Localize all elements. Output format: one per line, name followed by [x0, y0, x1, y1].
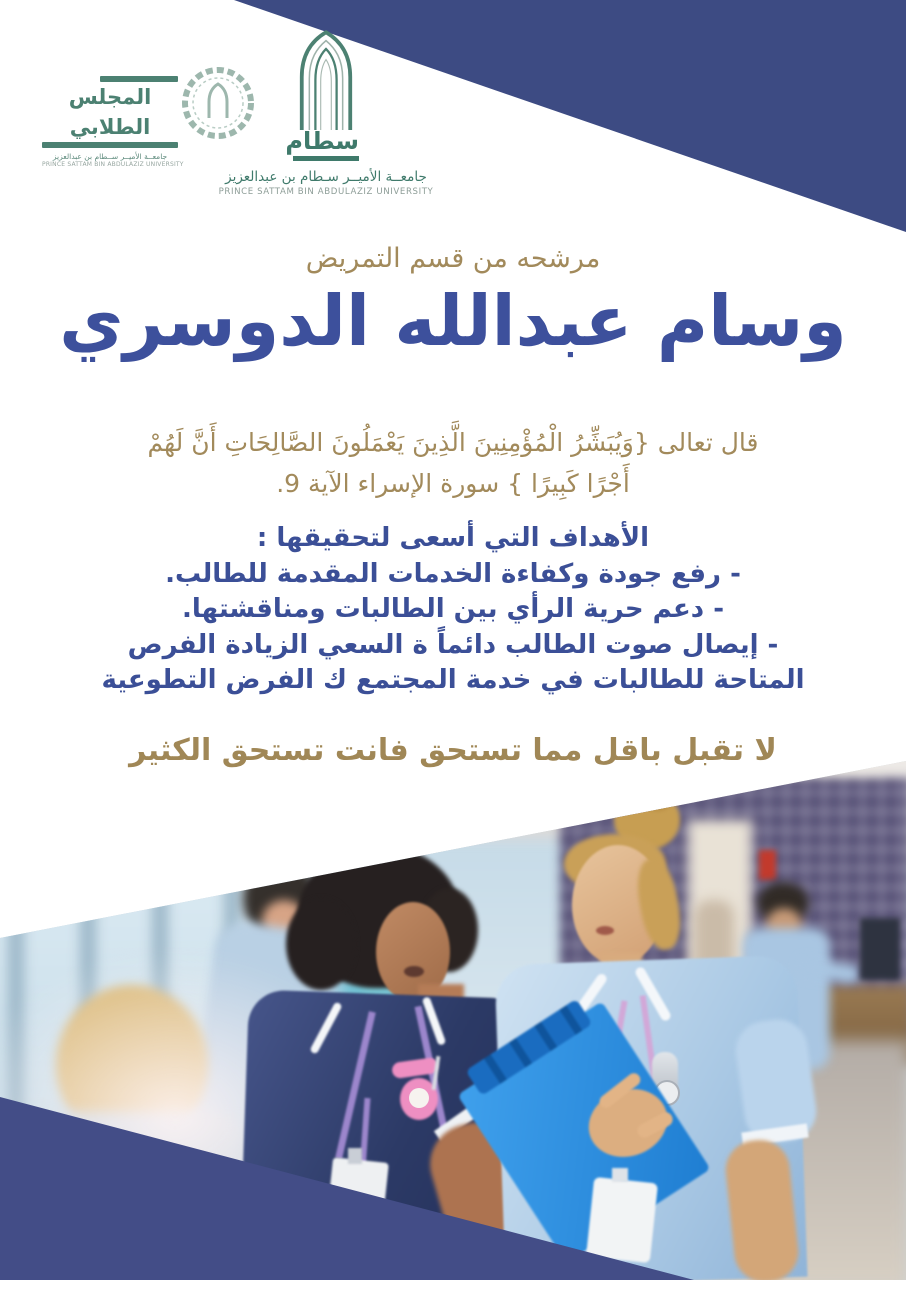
- university-kufic-mark: سطام: [293, 126, 359, 161]
- right-nurse-id-card: [586, 1177, 658, 1263]
- student-council-logo: [42, 76, 184, 168]
- quran-verse-line1: قال تعالى {وَيُبَشِّرُ الْمُؤْمِنِينَ الَّذِينَ يَعْمَلُونَ الصَّالِحَاتِ أَنَّ لَهُمْ: [147, 428, 759, 457]
- university-caption-en: PRINCE SATTAM BIN ABDULAZIZ UNIVERSITY: [218, 187, 434, 197]
- council-logo-bottom-bar: [42, 142, 178, 148]
- university-arch-icon: [282, 30, 370, 130]
- quran-verse-line2: أَجْرًا كَبِيرًا } سورة الإسراء الآية 9.: [276, 469, 630, 498]
- candidate-name: وسام عبدالله الدوسري: [59, 280, 847, 362]
- goal-item: - رفع جودة وكفاءة الخدمات المقدمة للطالب.: [165, 558, 741, 589]
- goal-item: المتاحة للطالبات في خدمة المجتمع ك الفرض التطوعية: [101, 665, 805, 695]
- university-caption-ar: جامعــة الأميــر سـطام بن عبدالعزيز: [225, 169, 427, 185]
- quran-verse: [0, 422, 906, 504]
- council-logo-caption-en: PRINCE SATTAM BIN ABDULAZIZ UNIVERSITY: [42, 161, 184, 168]
- goals-heading: الأهداف التي أسعى لتحقيقها :: [256, 523, 650, 553]
- council-logo-title: المجلس الطلابي: [68, 85, 152, 139]
- department-line: مرشحه من قسم التمريض: [305, 243, 601, 274]
- university-logo: [192, 30, 460, 197]
- goal-item: - إيصال صوت الطالب دائماً ة السعي الزيادة الفرص: [127, 629, 779, 660]
- goal-item: - دعم حرية الرأي بين الطالبات ومناقشتها.: [182, 594, 724, 624]
- council-logo-caption-ar: جامعــة الأميــر ســطام بن عبدالعزيز: [52, 152, 168, 161]
- bg-fire-alarm: [759, 850, 776, 880]
- goals-block: [0, 521, 906, 699]
- bg-monitor: [860, 918, 900, 980]
- slogan-line: لا تقبل باقل مما تستحق فانت تستحق الكثير: [129, 733, 777, 768]
